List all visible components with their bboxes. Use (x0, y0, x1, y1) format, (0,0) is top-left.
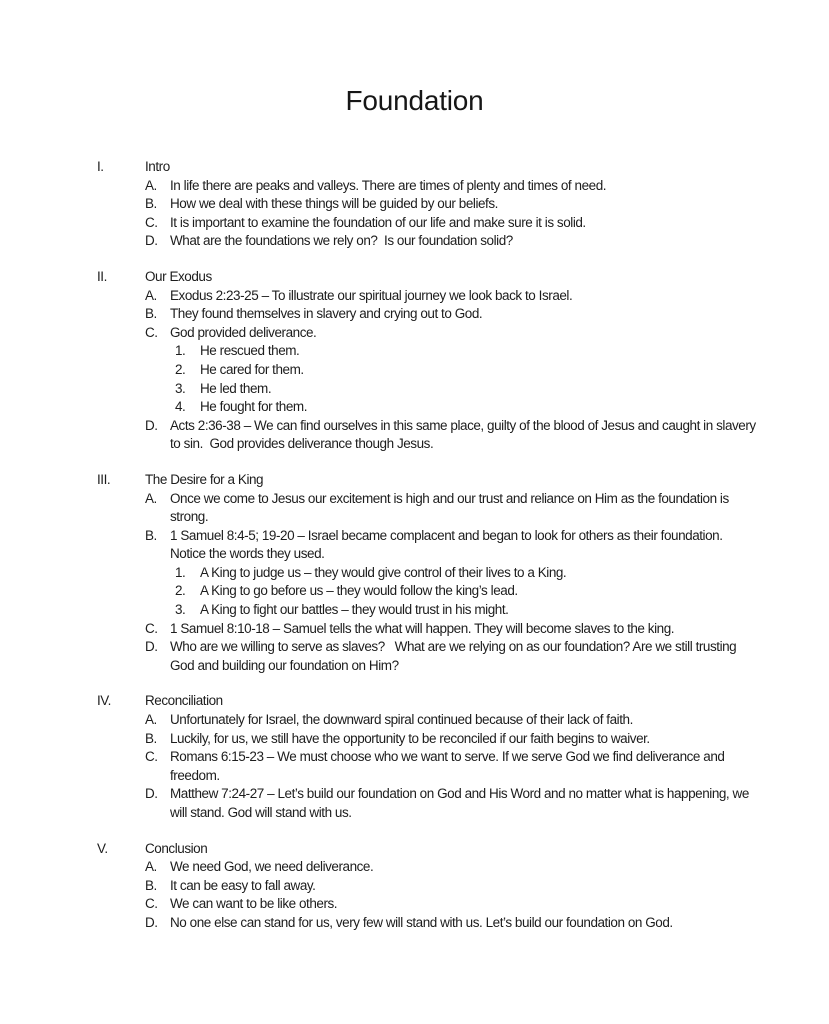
item-text: God provided deliverance. (170, 324, 317, 340)
item-marker: C. (145, 324, 158, 340)
item-marker: B. (145, 306, 157, 322)
item-marker: B. (145, 196, 157, 212)
item-marker: B. (145, 877, 157, 893)
outline-subitem (175, 398, 757, 417)
document-title: Foundation (345, 85, 484, 116)
subitem-text: He cared for them. (200, 361, 304, 377)
outline-item (145, 305, 757, 324)
subitem-marker: 4. (175, 399, 186, 415)
subitem-marker: 2. (175, 361, 186, 377)
section-numeral: I. (97, 159, 104, 174)
outline (97, 158, 760, 950)
item-marker: A. (145, 490, 157, 506)
section-conclusion (97, 840, 757, 933)
outline-subitem (175, 342, 757, 361)
section-numeral: II. (97, 268, 107, 284)
section-head (97, 268, 757, 287)
subitem-marker: 1. (175, 564, 186, 580)
section-heading: Intro (145, 159, 170, 174)
subitem-marker: 3. (175, 380, 186, 396)
item-marker: D. (145, 639, 158, 655)
outline-item (145, 785, 757, 822)
section-head (97, 840, 757, 859)
section-head (97, 471, 757, 490)
subitem-text: A King to go before us – they would follow the king’s lead. (200, 583, 518, 599)
section-numeral: V. (97, 840, 108, 856)
outline-item (145, 858, 757, 877)
item-text: 1 Samuel 8:10-18 – Samuel tells the what will happen. They will become slaves to the king. (170, 620, 675, 636)
item-text: They found themselves in slavery and crying out to God. (170, 306, 483, 322)
outline-item (145, 417, 760, 454)
section-numeral: III. (97, 471, 111, 487)
outline-item (145, 324, 757, 343)
item-text: Luckily, for us, we still have the opportunity to be reconciled if our faith begins to waiver. (170, 730, 650, 746)
item-text: Acts 2:36-38 – We can find ourselves in this same place, guilty of the blood of Jesus and caught in slavery to sin. God provides deliverance though Jesus. (170, 417, 760, 452)
section-head (97, 158, 757, 177)
item-text: 1 Samuel 8:4-5; 19-20 – Israel became complacent and began to look for others as their foundation. Notice the words they used. (170, 527, 726, 562)
item-marker: A. (145, 287, 157, 303)
item-marker: D. (145, 786, 158, 802)
item-marker: D. (145, 417, 158, 433)
outline-subitem (175, 564, 757, 583)
item-text: Romans 6:15-23 – We must choose who we want to serve. If we serve God we find deliverance and freedom. (170, 749, 728, 783)
outline-item (145, 638, 757, 675)
subitem-text: A King to fight our battles – they would trust in his might. (200, 602, 509, 618)
outline-subitem (175, 601, 757, 620)
item-text: It is important to examine the foundation of our life and make sure it is solid. (170, 214, 586, 230)
item-text: No one else can stand for us, very few will stand with us. Let’s build our foundation on God. (170, 914, 673, 930)
item-marker: C. (145, 749, 158, 765)
item-text: It can be easy to fall away. (170, 877, 316, 893)
outline-item (145, 730, 757, 749)
item-text: We need God, we need deliverance. (170, 859, 374, 875)
outline-item (145, 490, 757, 527)
item-marker: A. (145, 177, 157, 193)
outline-item (145, 877, 757, 896)
section-heading: Our Exodus (145, 268, 212, 284)
subitem-marker: 3. (175, 602, 186, 618)
item-text: How we deal with these things will be guided by our beliefs. (170, 196, 498, 212)
subitem-text: He fought for them. (200, 399, 308, 415)
item-text: What are the foundations we rely on? Is our foundation solid? (170, 233, 513, 249)
item-marker: D. (145, 233, 158, 249)
outline-item (145, 748, 757, 785)
item-marker: B. (145, 527, 157, 543)
outline-item (145, 711, 757, 730)
outline-item (145, 177, 757, 196)
section-heading: Reconciliation (145, 693, 223, 709)
section-intro (97, 158, 757, 251)
section-numeral: IV. (97, 693, 111, 709)
item-text: Unfortunately for Israel, the downward spiral continued because of their lack of faith. (170, 712, 633, 728)
subitem-text: He led them. (200, 380, 272, 396)
outline-item (145, 620, 757, 639)
item-marker: A. (145, 712, 157, 728)
subitem-text: A King to judge us – they would give control of their lives to a King. (200, 564, 567, 580)
section-head (97, 692, 757, 711)
outline-item (145, 527, 757, 564)
outline-subitem (175, 582, 757, 601)
item-marker: C. (145, 896, 158, 912)
subitem-text: He rescued them. (200, 343, 300, 359)
item-marker: A. (145, 859, 157, 875)
section-heading: The Desire for a King (145, 471, 264, 487)
item-text: We can want to be like others. (170, 896, 338, 912)
item-text: Exodus 2:23-25 – To illustrate our spiritual journey we look back to Israel. (170, 287, 573, 303)
outline-item (145, 214, 757, 233)
item-marker: D. (145, 914, 158, 930)
outline-item (145, 895, 757, 914)
outline-item (145, 195, 757, 214)
outline-item (145, 287, 757, 306)
outline-item (145, 232, 757, 251)
section-reconciliation (97, 692, 757, 822)
outline-subitem (175, 361, 757, 380)
item-text: Who are we willing to serve as slaves? What are we relying on as our foundation? Are we still trusting God and building our foundation on Him? (170, 639, 740, 673)
outline-item (145, 914, 757, 933)
outline-subitem (175, 380, 757, 399)
item-text: In life there are peaks and valleys. There are times of plenty and times of need. (170, 177, 607, 193)
section-our-exodus (97, 268, 760, 454)
item-text: Once we come to Jesus our excitement is high and our trust and reliance on Him as the foundation is strong. (170, 490, 733, 525)
item-text: Matthew 7:24-27 – Let’s build our foundation on God and His Word and no matter what is happening, we will stand. God will stand with us. (170, 786, 753, 820)
subitem-marker: 1. (175, 343, 186, 359)
section-desire-for-a-king (97, 471, 757, 676)
item-marker: B. (145, 730, 157, 746)
subitem-marker: 2. (175, 583, 186, 599)
item-marker: C. (145, 214, 158, 230)
item-marker: C. (145, 620, 158, 636)
section-heading: Conclusion (145, 840, 208, 856)
